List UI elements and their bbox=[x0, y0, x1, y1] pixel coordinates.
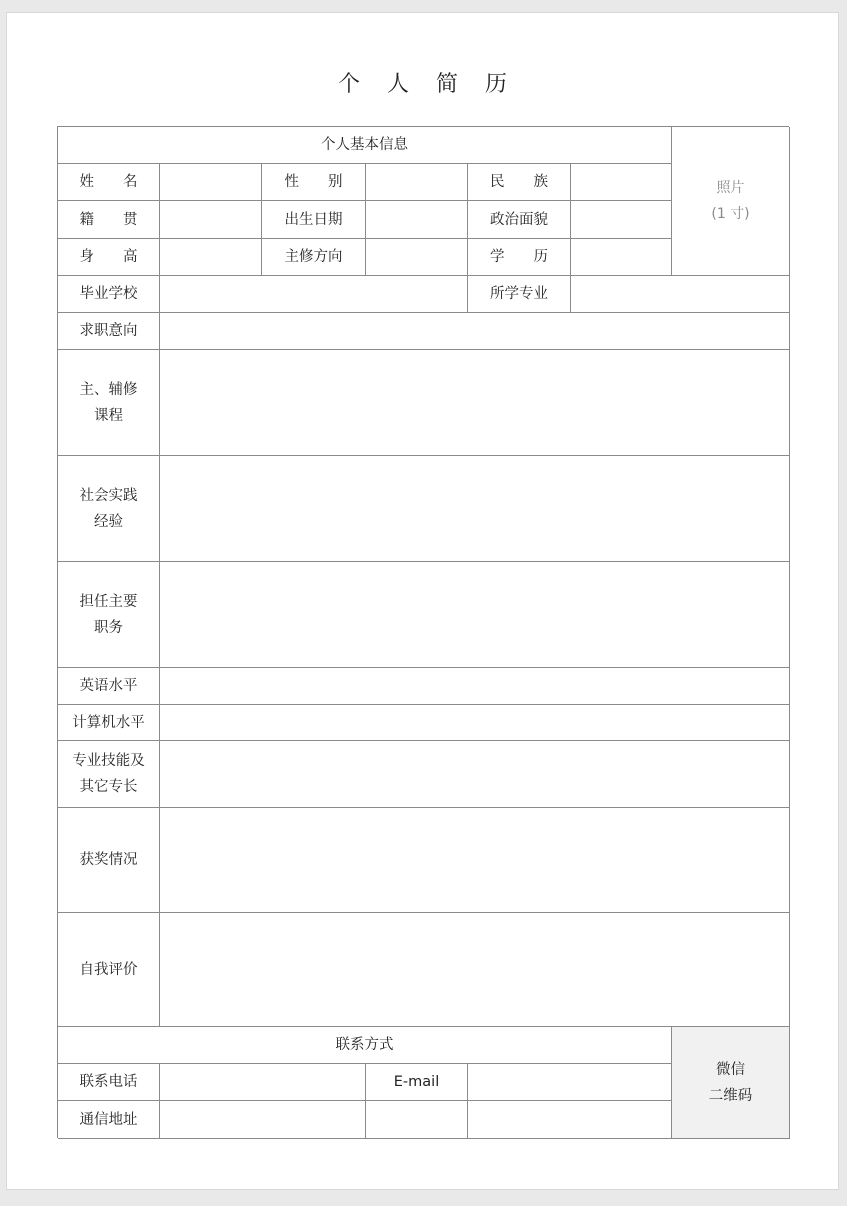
practice-field[interactable] bbox=[160, 456, 790, 562]
education-label: 学 历 bbox=[468, 239, 571, 276]
gender-label: 性 别 bbox=[262, 164, 366, 201]
computer-field[interactable] bbox=[160, 705, 790, 741]
courses-label: 主、辅修 课程 bbox=[58, 350, 160, 456]
job-intent-field[interactable] bbox=[160, 313, 790, 350]
basic-info-header: 个人基本信息 bbox=[58, 127, 672, 164]
political-status-label: 政治面貌 bbox=[468, 201, 571, 239]
address-extra-field-2[interactable] bbox=[468, 1101, 672, 1139]
computer-label: 计算机水平 bbox=[58, 705, 160, 741]
ethnicity-label: 民 族 bbox=[468, 164, 571, 201]
major-direction-field[interactable] bbox=[366, 239, 468, 276]
page-title: 个 人 简 历 bbox=[338, 72, 517, 97]
ethnicity-field[interactable] bbox=[571, 164, 672, 201]
wechat-qr-placeholder[interactable]: 微信 二维码 bbox=[672, 1027, 790, 1139]
school-field[interactable] bbox=[160, 276, 468, 313]
positions-label: 担任主要 职务 bbox=[58, 562, 160, 668]
english-field[interactable] bbox=[160, 668, 790, 705]
height-label: 身 高 bbox=[58, 239, 160, 276]
skills-field[interactable] bbox=[160, 741, 790, 808]
major-field[interactable] bbox=[571, 276, 790, 313]
phone-label: 联系电话 bbox=[58, 1064, 160, 1101]
document-page bbox=[6, 12, 839, 1190]
height-field[interactable] bbox=[160, 239, 262, 276]
awards-field[interactable] bbox=[160, 808, 790, 913]
email-label: E-mail bbox=[366, 1064, 468, 1101]
contact-header: 联系方式 bbox=[58, 1027, 672, 1064]
major-label: 所学专业 bbox=[468, 276, 571, 313]
self-eval-field[interactable] bbox=[160, 913, 790, 1027]
self-eval-label: 自我评价 bbox=[58, 913, 160, 1027]
gender-field[interactable] bbox=[366, 164, 468, 201]
phone-field[interactable] bbox=[160, 1064, 366, 1101]
education-field[interactable] bbox=[571, 239, 672, 276]
job-intent-label: 求职意向 bbox=[58, 313, 160, 350]
address-extra-field[interactable] bbox=[366, 1101, 468, 1139]
political-status-field[interactable] bbox=[571, 201, 672, 239]
name-label: 姓 名 bbox=[58, 164, 160, 201]
major-direction-label: 主修方向 bbox=[262, 239, 366, 276]
birth-date-label: 出生日期 bbox=[262, 201, 366, 239]
resume-table bbox=[57, 126, 789, 1138]
birth-date-field[interactable] bbox=[366, 201, 468, 239]
name-field[interactable] bbox=[160, 164, 262, 201]
email-field[interactable] bbox=[468, 1064, 672, 1101]
address-field[interactable] bbox=[160, 1101, 366, 1139]
photo-placeholder[interactable]: 照片 (1 寸) bbox=[672, 127, 790, 276]
practice-label: 社会实践 经验 bbox=[58, 456, 160, 562]
english-label: 英语水平 bbox=[58, 668, 160, 705]
skills-label: 专业技能及 其它专长 bbox=[58, 741, 160, 808]
address-label: 通信地址 bbox=[58, 1101, 160, 1139]
awards-label: 获奖情况 bbox=[58, 808, 160, 913]
positions-field[interactable] bbox=[160, 562, 790, 668]
origin-label: 籍 贯 bbox=[58, 201, 160, 239]
courses-field[interactable] bbox=[160, 350, 790, 456]
origin-field[interactable] bbox=[160, 201, 262, 239]
school-label: 毕业学校 bbox=[58, 276, 160, 313]
